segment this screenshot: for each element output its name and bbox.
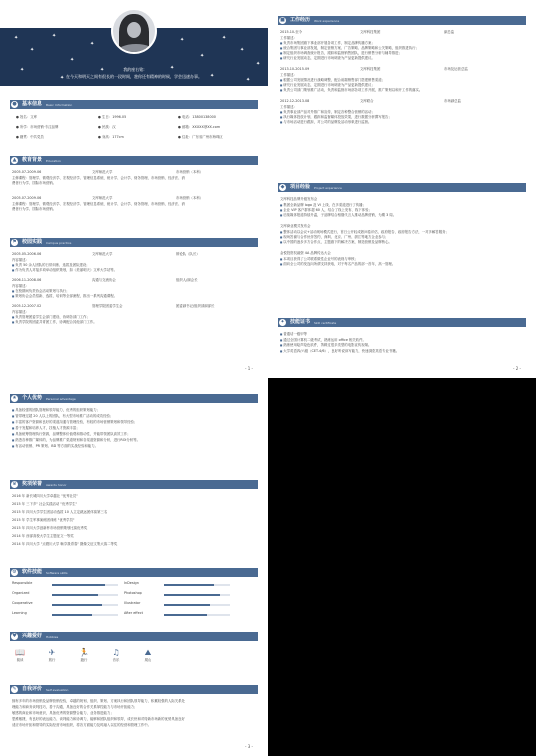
section-software: ⚙ 软件技能 Software skills xyxy=(10,568,258,577)
campus-line: 内容描述： xyxy=(12,284,29,288)
campus-line: ■ 负责学院的团委共青团工作，协调配合其他部门工作。 xyxy=(12,320,97,325)
page-number: - 1 - xyxy=(245,366,253,371)
hobby-label: 跑行 xyxy=(80,658,88,662)
software-level-bar xyxy=(52,604,118,606)
star-decoration-icon: ✦ xyxy=(256,61,261,67)
edu-desc: 费者行为学、国际市场营销。 xyxy=(12,181,57,185)
star-decoration-icon: ✦ xyxy=(246,77,251,83)
work-line: 工作描述： xyxy=(280,73,297,77)
project-line: ■ 面向全公司的发连向所谓支持获取，对于每名产品的部一首年，高一管理。 xyxy=(280,262,395,267)
campus-role: 辩论队（队长） xyxy=(176,252,200,256)
star-decoration-icon: ✦ xyxy=(20,67,25,73)
work-line: ■ 负责公司部门策划推广活动，负责和监督市场部各项工作开展，推广策划以和开工作的落实。 xyxy=(280,88,422,93)
star-icon: ★ xyxy=(12,395,17,401)
work-line: ■ 制定组织市场调查统计报告，跟踪和监督销售团队，进行销售分析与辅导推进； xyxy=(280,51,402,56)
work-company: 文库科技集团 xyxy=(360,30,381,34)
running-icon: 🏃 xyxy=(79,648,89,657)
work-date: 2015.10-至今 xyxy=(280,30,303,34)
software-level-fill xyxy=(52,604,102,606)
work-line: ■ 研究行业发展动态，定期进行市场调查为产品更新提供建议。 xyxy=(280,56,375,61)
self-eval-line: 拥有多年的市场营销及品牌营销经验，卓越的规划、组织、策划、方案执行和团队领导能力，积累较强的人际关系处 xyxy=(12,699,185,703)
software-name: Responsible xyxy=(12,581,33,585)
self-eval-line: 适应市场开拓和领导的实际经营市场组织，将各方面能力及时融入以往的经营和管理工作中。 xyxy=(12,723,152,727)
campus-line: ■ 策划协会会员招新、选拔、培训等全部流程，推出一系列沟通课程。 xyxy=(12,294,117,299)
basic-info-item: ● 生日：1996.05 xyxy=(98,115,127,119)
award-item: 2015 年 四川大学学生团活动选拔 10 人立定跳远团体赛第三名 xyxy=(12,510,108,514)
advantage-item: ■ 具备较强的团队管理和领导能力，优秀的组织策划能力； xyxy=(12,408,100,413)
blank-area xyxy=(268,378,536,756)
section-project: ◆ 项目经验 Project experience xyxy=(278,183,526,192)
section-skills: ✦ 技能证书 Skill certificate xyxy=(278,318,526,327)
project-line: ■ 现场答谢与合作伙伴签约，深圳、北京、广州、浙江等地方企业参与； xyxy=(280,235,388,240)
work-line: ■ 研究行业发展动态，定期进行市场调查为产品更新提供建议； xyxy=(280,83,375,88)
software-name: Organized xyxy=(12,591,30,595)
section-work: ■ 工作经历 Work experience xyxy=(278,16,526,25)
star-decoration-icon: ✦ xyxy=(180,37,185,43)
campus-line: ■ 作为负责人对接多项举动组织策划，如《美丽明天》文库大学站等。 xyxy=(12,268,117,273)
work-company: 文库联合 xyxy=(360,99,374,103)
software-level-fill xyxy=(164,614,207,616)
star-decoration-icon: ✦ xyxy=(30,47,35,53)
advantage-item: ■ 熟悉各种推广媒体的，为品牌推广渠道规划和各渠道资源和分析，进行ROI分析等。 xyxy=(12,438,140,443)
work-company: 文库科技集团 xyxy=(360,67,381,71)
star-decoration-icon: ✦ xyxy=(70,57,75,63)
software-level-fill xyxy=(52,594,98,596)
star-decoration-icon: ✦ xyxy=(60,75,65,81)
campus-line: 内容描述： xyxy=(12,258,29,262)
software-level-fill xyxy=(52,614,92,616)
section-education: ▲ 教育背景 Education xyxy=(10,156,258,165)
star-decoration-icon: ✦ xyxy=(14,35,19,41)
basic-info-item: ● 民族：汉 xyxy=(98,125,116,129)
star-decoration-icon: ✦ xyxy=(90,41,95,47)
work-line: ■ 执行媒体投放计划，跟踪和监督媒体投放效果，进行数据分析撰写报告； xyxy=(280,115,392,120)
work-role: 市场及运营总监 xyxy=(444,67,468,71)
music-icon: ♫ xyxy=(112,648,120,657)
software-level-bar xyxy=(52,584,118,586)
edu-desc: 主修课程：管理学、微观经济学、宏观经济学、管理信息系统、统计学、会计学、财务管理、市场营销、经济法、消 xyxy=(12,176,185,180)
campus-org: 文库师范大学 xyxy=(92,252,113,256)
advantage-item: ■ 管带理过超 20 人以上的团队，有大型市场推广活动的成功经验； xyxy=(12,414,113,419)
campus-line: ■ 负责管理团委学生会部门建设、协调各部门工作； xyxy=(12,315,90,320)
software-level-bar xyxy=(52,614,118,616)
software-level-fill xyxy=(164,584,214,586)
campus-line: 内容描述： xyxy=(12,310,29,314)
award-item: 2015 年 学生军事演练团训练 "优秀学员" xyxy=(12,518,75,522)
work-role: 市场副总监 xyxy=(444,99,461,103)
section-advantage: ★ 个人优势 Personal advantage xyxy=(10,394,258,403)
star-decoration-icon: ✦ xyxy=(222,35,227,41)
basic-info-item: ● 身高：177cm xyxy=(98,135,124,139)
advantage-item: ■ 善于发掘和培养人才，扶植人才资源丰富； xyxy=(12,426,80,431)
award-item: 2015 年 四川大学创新杯市场营销策划比赛优秀奖 xyxy=(12,526,88,530)
software-name: Illustrator xyxy=(124,601,141,605)
trophy-icon: ♛ xyxy=(12,481,17,487)
edu-desc: 费者行为学、国际市场营销。 xyxy=(12,207,57,211)
hobby-item xyxy=(72,648,96,662)
skill-item: ■ 熟练使用绘声绘色软件，剪辑过很多类型的电影宣传视频。 xyxy=(280,343,371,348)
software-level-fill xyxy=(164,594,220,596)
campus-role: 组织人/副会长 xyxy=(176,278,198,282)
star-decoration-icon: ✦ xyxy=(52,33,57,39)
project-title: 金悦投资权融资 4A 品牌传达大会 xyxy=(280,251,331,255)
work-line: ■ 与市场活动进行跟踪，对公司的品牌及活动形象进行监督。 xyxy=(280,120,371,125)
user-icon: ● xyxy=(12,101,17,107)
self-eval-line: 理能力和商务谈判技巧，善于沟通，具备良好的合作关系掌控能力与市场开拓能力； xyxy=(12,705,138,709)
section-self-evaluation: ✎ 自我评价 Self evaluation xyxy=(10,685,258,694)
edu-major: 市场营销（本科） xyxy=(176,196,204,200)
skill-item: ■ 普通话一级甲等 xyxy=(280,332,307,337)
edu-date: 2005.07-2009.06 xyxy=(12,170,42,174)
page-number: - 2 - xyxy=(513,366,521,371)
advantage-item: ■ 有活动营销、PR 策划、BD 等方面的实战经验和能力。 xyxy=(12,444,98,449)
basic-info-item: ● 电话：13800138000 xyxy=(178,115,216,119)
hobby-item xyxy=(136,648,160,662)
avatar xyxy=(111,8,157,54)
campus-date: 2005.05-2006.06 xyxy=(12,252,42,256)
edu-major: 市场营销（本科） xyxy=(176,170,204,174)
project-line: ■ 本项目获得了公司联系做性企业号的表现与审核； xyxy=(280,257,358,262)
work-line: ■ 负责市场集团旗下事业部开展各项工作，制定品牌传播方案； xyxy=(280,41,375,46)
edu-school: 文库师范大学 xyxy=(92,196,113,200)
campus-date: 2006.11-2008.06 xyxy=(12,278,42,282)
software-name: Learning xyxy=(12,611,27,615)
software-level-bar xyxy=(164,594,230,596)
book-icon: 📖 xyxy=(15,648,25,657)
project-line: ■ 集团全新品牌 logo 及 VI 上线，在多渠道进行了传播； xyxy=(280,203,366,208)
software-name: InDesign xyxy=(124,581,139,585)
campus-date: 2005.12-2007.02 xyxy=(12,304,42,308)
work-line: 工作描述： xyxy=(280,36,297,40)
star-decoration-icon: ✦ xyxy=(170,65,175,71)
work-date: 2013.10-2015.09 xyxy=(280,67,310,71)
project-line: ■ 后续媒体报道持续升温，子品牌结合相继代言人推动品牌营销，为期 3 周。 xyxy=(280,213,396,218)
software-level-bar xyxy=(164,604,230,606)
edu-date: 2005.07-2009.06 xyxy=(12,196,42,200)
section-awards: ♛ 奖项荣誉 Awards honor xyxy=(10,480,258,489)
campus-line: ■ 在校期间负责协会活动策划与执行； xyxy=(12,289,70,294)
software-level-bar xyxy=(164,584,230,586)
heart-icon: ♥ xyxy=(12,633,17,639)
project-title: 文库科技品牌升级发布会 xyxy=(280,197,318,201)
briefcase-icon: ■ xyxy=(280,17,285,23)
resume-page-1 xyxy=(0,0,268,378)
project-line: ■ 整体活动以会议+活动现场模式进行，首日公开轻成熟问卷评估，政府报告、政府报告方法，一对多解答服务； xyxy=(280,230,449,235)
software-icon: ⚙ xyxy=(12,569,17,575)
software-name: Cooperative xyxy=(12,601,33,605)
travel-icon: ✈ xyxy=(48,648,56,657)
software-level-bar xyxy=(164,614,230,616)
advantage-item: ■ 具备统筹管理执行资源，品牌整体价值观和推动性，并能带领团队高效工作； xyxy=(12,432,131,437)
hobby-label: 爬山 xyxy=(144,658,152,662)
software-level-fill xyxy=(52,584,105,586)
basic-info-item: ● 籍贯：中共党员 xyxy=(16,135,44,139)
mountain-icon: ⛰ xyxy=(144,648,152,657)
project-title: 文库商业模式发布会 xyxy=(280,224,311,228)
work-line: ■ 根据公司发展情况进行战略调整，配合前端销售部门搭建销售渠道； xyxy=(280,78,385,83)
basic-info-item: ● 邮箱：XXXXX@XX.com xyxy=(178,125,221,129)
flag-icon: ⚑ xyxy=(12,239,17,245)
star-decoration-icon: ✦ xyxy=(200,53,205,59)
award-item: 2014 年 四川大学 "点燃川大学 畅享我青春" 摄像文征文集大赛二等奖 xyxy=(12,542,118,546)
award-item: 2016 年 新长城四川大学卓越社 "优秀社员" xyxy=(12,494,78,498)
certificate-icon: ✦ xyxy=(280,319,285,325)
skill-item: ■ 大学英语四/六级（CET-4/6），良好听说读写能力，快速浏览英语专业书籍。 xyxy=(280,349,399,354)
hobby-item xyxy=(104,648,128,662)
software-level-bar xyxy=(52,594,118,596)
edu-desc: 主修课程：管理学、微观经济学、宏观经济学、管理信息系统、统计学、会计学、财务管理、市场营销、经济法、消 xyxy=(12,202,185,206)
software-level-fill xyxy=(164,604,210,606)
section-campus: ⚑ 校园实践 Campus practice xyxy=(10,238,258,247)
software-name: Photoshop xyxy=(124,591,142,595)
motto-text: 在今天和明天之间有很长的一段时间，趁你还有精神的时候，学会迅速办事。 xyxy=(66,74,202,79)
skill-item: ■ 通过全国计算机二级考试，熟练运用 office 相关软件。 xyxy=(280,338,366,343)
award-item: 2014 年 西部高校大学生主题征文一等奖 xyxy=(12,534,74,538)
basic-info-item: ● 所学：市场营销·专注品牌 xyxy=(16,125,59,129)
basic-info-item: ● 住址：广东省广州市海珠区 xyxy=(178,135,223,139)
work-line: 工作描述： xyxy=(280,105,297,109)
software-name: After effect xyxy=(124,611,143,615)
resume-page-3 xyxy=(0,378,268,756)
basic-info-item: ● 姓名：文库 xyxy=(16,115,37,119)
edu-school: 文库师范大学 xyxy=(92,170,113,174)
work-role: 副总监 xyxy=(444,30,455,34)
hobby-item xyxy=(8,648,32,662)
project-icon: ◆ xyxy=(280,184,285,190)
campus-org: 沟通与交流协会 xyxy=(92,278,116,282)
motto-title: 我的座右铭: xyxy=(123,67,145,72)
star-decoration-icon: ✦ xyxy=(240,47,245,53)
self-eval-line: 思维敏捷，有良好的表达能力、谈判能力和协调力，能够和团队组织和领导，成长快和对待新市场新的优势具备良好 xyxy=(12,717,185,721)
work-line: ■ 负责事业部产品对外推广和宣传，制定各种整合营销的活动； xyxy=(280,110,375,115)
award-item: 2015 年 三下乡" 社会实践活动 "优秀学生" xyxy=(12,502,78,506)
work-date: 2012.12-2013.08 xyxy=(280,99,310,103)
graduation-icon: ▲ xyxy=(12,157,17,163)
resume-page-2 xyxy=(268,0,536,378)
work-line: ■ 统合集团与事业部发展，制定营销方案、广告策略、品牌策略和公关策略，组织推进执行； xyxy=(280,46,419,51)
section-basic-info: ● 基本信息 Basic Information xyxy=(10,100,258,109)
comment-icon: ✎ xyxy=(12,686,17,692)
hobby-label: 旅行 xyxy=(48,658,56,662)
hobby-label: 音乐 xyxy=(112,658,120,662)
advantage-item: ■ 丰富的客户资源和良好的渠道沟通与管理经验，有较的市场营销策划和领导经验； xyxy=(12,420,137,425)
hobby-label: 阅读 xyxy=(16,658,24,662)
hobby-item xyxy=(40,648,64,662)
project-line: ■ 以中国的逐步多方合作点，主题旗下的解决方案，制造营销及品牌核心。 xyxy=(280,240,392,245)
page-number: - 3 - xyxy=(245,744,253,749)
section-hobbies: ♥ 兴趣爱好 Hobbies xyxy=(10,632,258,641)
star-decoration-icon: ✦ xyxy=(210,73,215,79)
self-eval-line: 敏感的商业和市场意识，具备优秀的资源整合能力、业务推进能力； xyxy=(12,711,114,715)
campus-line: ■ 负责 50 余人团队的日常训练、选拔及团队建设； xyxy=(12,263,90,268)
campus-org: 管理学院团委学生会 xyxy=(92,304,123,308)
project-line: ■ 企业 VIP 客户群体超 60 人，结合了线上发布、线下体验； xyxy=(280,208,372,213)
star-decoration-icon: ✦ xyxy=(100,67,105,73)
campus-role: 团委副书记/组织部副部长 xyxy=(176,304,215,308)
